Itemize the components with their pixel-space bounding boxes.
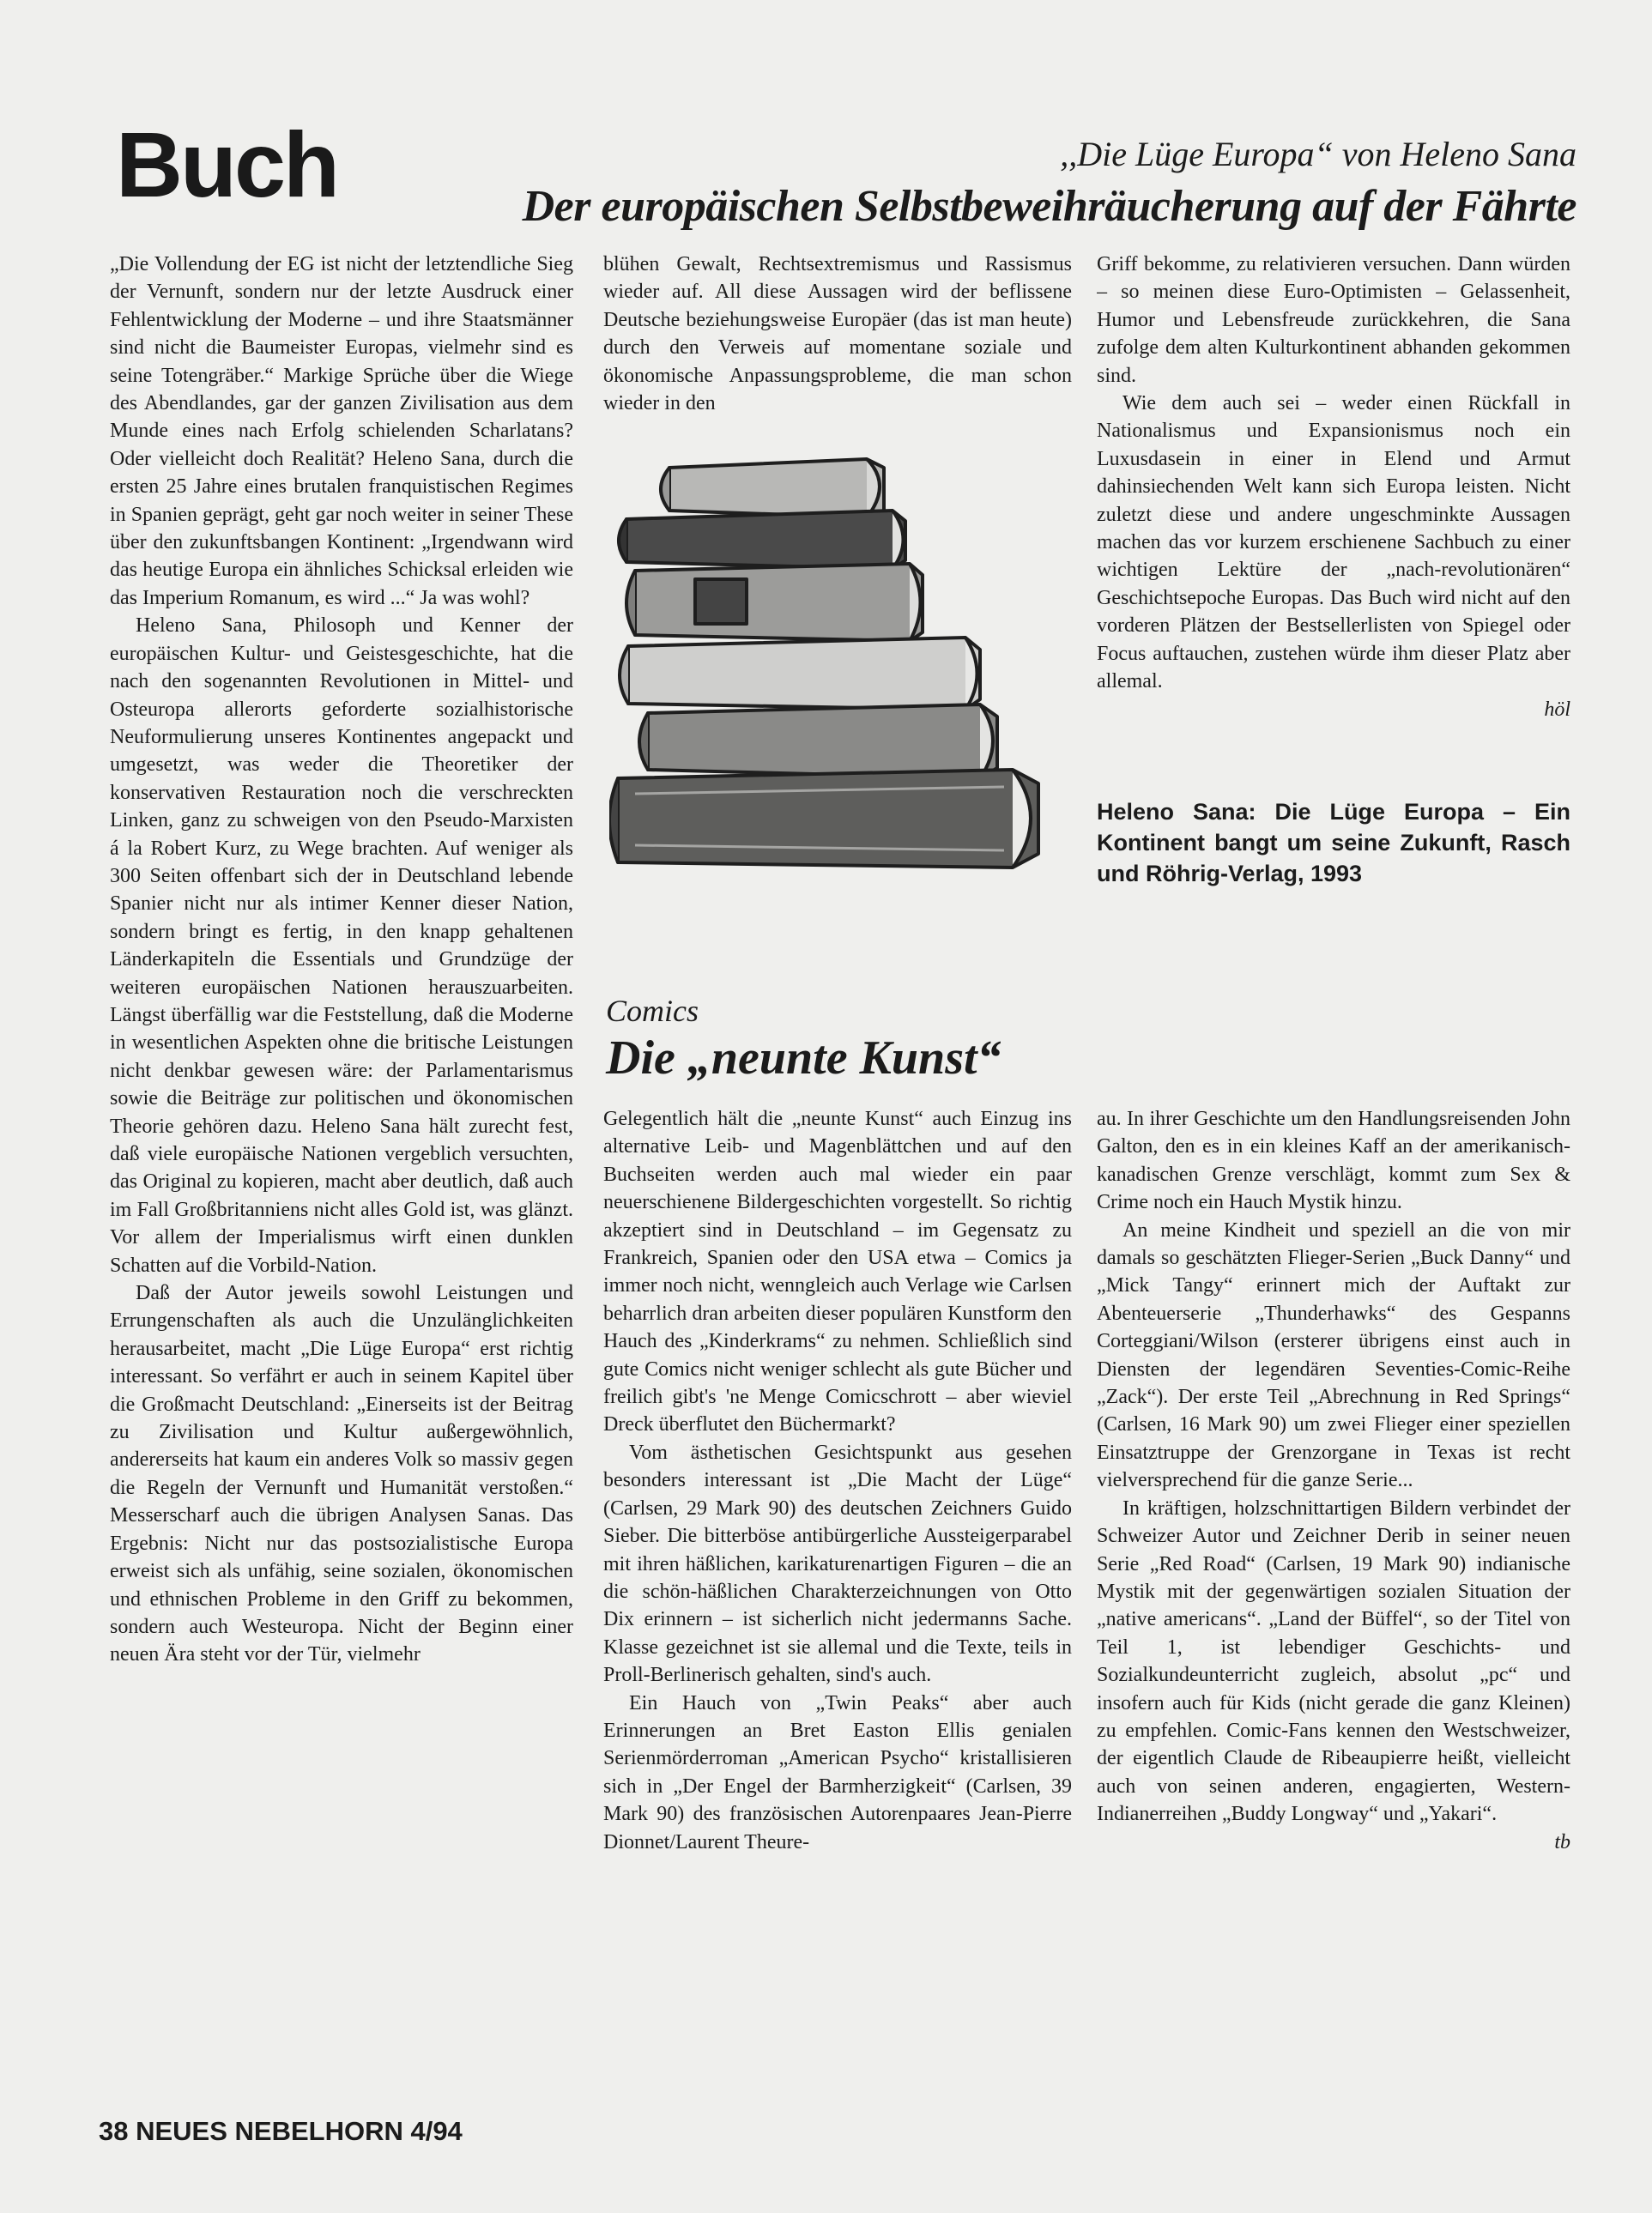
section-label: Buch (116, 112, 337, 216)
author-signature: tb (1554, 1830, 1570, 1853)
paragraph: „Die Vollendung der EG ist nicht der letztendliche Sieg der Vernunft, sondern nur der letzte Ausdruck einer Fehlentwicklung der Moderne – und ihre Staatsmänner sind nicht die Baumeister Europas, vielmehr sind es seine Totengräber.“ Markige Sprüche über die Wiege des Abendlandes, gar der ganzen Zivilisation aus dem Munde eines nach Erfolg schielenden Scharlatans? Oder vielleicht doch Realität? Heleno Sana, durch die ersten 25 Jahre eines brutalen franquistischen Regimes in Spanien geprägt, geht gar noch weiter in seiner These über den zukunftsbangen Kontinent: „Irgendwann wird das heutige Europa ein ähnliches Schicksal erleiden wie das Imperium Romanum, es wird ...“ Ja was wohl? (110, 253, 573, 609)
review-column-2 (603, 251, 1072, 439)
paragraph: Heleno Sana, Philosoph und Kenner der europäischen Kultur- und Geistesgeschichte, hat die nach den sogenannten Revolutionen in Mittel- und Osteuropa allerorts geforderte sozialhistorische Neuformulierung unseres Kontinentes angepackt und umgesetzt, was weder die Theoretiker der konservativen Restauration noch die verschreckten Linken, ganz zu schweigen von den Pseudo-Marxisten á la Robert Kurz, zu Wege brachten. Auf weniger als 300 Seiten offenbart sich der in Deutschland lebende Spanier nicht nur als intimer Kenner dieser Nation, sondern bringt es fertig, in den knapp gehaltenen Länderkapiteln die Essentials und Grundzüge der weiteren europäischen Nationen herauszuarbeiten. Längst überfällig war die Feststellung, daß die Moderne in wesentlichen Aspekten ohne die britische Leistungen nicht denkbar gewesen wäre: der Parlamentarismus sowie die Beiträge zur politischen und ökonomischen Theorie gehören dazu. Heleno Sana hält zurecht fest, daß viele europäische Nationen vergeblich versuchten, das Original zu kopieren, macht aber deutlich, daß auch im Fall Großbritanniens nicht alles Gold ist, was glänzt. Vor allem der Imperialismus wirft einen dunklen Schatten auf die Vorbild-Nation. (110, 614, 573, 1277)
comics-column-2 (1097, 1105, 1570, 2058)
paragraph: Wie dem auch sei – weder einen Rückfall in Nationalismus und Expansionismus noch ein Luxusdasein in einer in Elend und Armut dahinsiechenden Welt kann sich Europa leisten. Nicht zuletzt diese und andere ungeschminkte Aussagen machen das vor kurzem erschienene Sachbuch zu einer wichtigen Lektüre der „nach-revolutionären“ Geschichtsepoche Europas. Das Buch wird nicht auf den vorderen Plätzen der Bestsellerlisten von Spiegel oder Focus auftauchen, zustehen würde ihm dieser Platz aber allemal. (1097, 392, 1570, 693)
page-footer: 38 NEUES NEBELHORN 4/94 (99, 2116, 463, 2146)
comics-headline: Die „neunte Kunst“ (606, 1031, 1001, 1085)
paragraph: blühen Gewalt, Rechtsextremismus und Rassismus wieder auf. All diese Aussagen wird der beflissene Deutsche beziehungsweise Europäer (das ist man heute) durch den Verweis auf momentane soziale und ökonomische Anpassungsprobleme, die man schon wieder in den (603, 253, 1072, 415)
review-headline: Der europäischen Selbstbeweihräucherung auf der Fährte (522, 182, 1576, 231)
review-column-3 (1097, 251, 1570, 789)
review-column-1 (110, 251, 573, 2048)
paragraph: Daß der Autor jeweils sowohl Leistungen und Errungenschaften als auch die Unzulänglichkeiten herausarbeitet, macht „Die Lüge Europa“ erst richtig interessant. So verfährt er auch in seinem Kapitel über die Großmacht Deutschland: „Einerseits ist der Beitrag zu Zivilisation und Kultur außergewöhnlich, andererseits hat kaum ein anderes Volk so massiv gegen die Regeln der Vernunft und Humanität verstoßen.“ Messerscharf auch die übrigen Analysen Sanas. Das Ergebnis: Nicht nur das postsozialistische Europa erweist sich als unfähig, seine sozialen, ökonomischen und ethnischen Probleme in den Griff zu bekommen, sondern auch Westeuropa. Nicht der Beginn einer neuen Ära steht vor der Tür, vielmehr (110, 1282, 573, 1666)
paragraph: An meine Kindheit und speziell an die von mir damals so geschätzten Flieger-Serien „Buck Danny“ und „Mick Tangy“ erinnert mich der Auftakt zur Abenteuerserie „Thunderhawks“ des Gespanns Corteggiani/Wilson (ersterer übrigens einst auch in Diensten der legendären Seventies-Comic-Reihe „Zack“). Der erste Teil „Abrechnung in Red Springs“ (Carlsen, 16 Mark 90) um zwei Flieger einer speziellen Einsatztruppe der Grenzorgane in Texas ist recht vielversprechend für die ganze Serie... (1097, 1218, 1570, 1492)
comics-kicker: Comics (606, 994, 699, 1028)
paragraph: Gelegentlich hält die „neunte Kunst“ auch Einzug ins alternative Leib- und Magenblättchen und auf den Buchseiten werden auch mal wieder ein paar neuerschienene Bildergeschichten vorgestellt. So richtig akzeptiert sind in Deutschland – im Gegensatz zu Frankreich, Spanien oder den USA etwa – Comics ja immer noch nicht, wenngleich auch Verlage wie Carlsen beharrlich dran arbeiten dieser populären Kunstform den Hauch des „Kinderkrams“ zu nehmen. Schließlich sind gute Comics nicht weniger schlecht als gute Bücher und freilich gibt's 'ne Menge Comicschrott – aber wieviel Dreck überflutet den Büchermarkt? (603, 1108, 1072, 1436)
paragraph: Griff bekomme, zu relativieren versuchen. Dann würden – so meinen diese Euro-Optimisten – Gelassenheit, Humor und Lebensfreude zurückkehren, die Sana zufolge dem alten Kulturkontinent abhanden gekommen sind. (1097, 253, 1570, 387)
book-credit: Heleno Sana: Die Lüge Europa – Ein Kontinent bangt um seine Zukunft, Rasch und Röhrig-Verlag, 1993 (1097, 799, 1570, 886)
paragraph: Vom ästhetischen Gesichtspunkt aus gesehen besonders interessant ist „Die Macht der Lüge“ (Carlsen, 29 Mark 90) des deutschen Zeichners Guido Sieber. Die bitterböse antibürgerliche Aussteigerparabel mit ihren häßlichen, karikaturenartigen Figuren – die an die schön-häßlichen Charakterzeichnungen von Otto Dix erinnern – ist sicherlich nicht jedermanns Sache. Klasse gezeichnet ist sie allemal und die Texte, teils in Proll-Berlinerisch gehalten, sind's auch. (603, 1441, 1072, 1687)
book-stack-illustration (609, 450, 1073, 897)
paragraph: au. In ihrer Geschichte um den Handlungsreisenden John Galton, den es in ein kleines Kaff an der amerikanisch-kanadischen Grenze verschlägt, kommt zum Sex & Crime noch ein Hauch Mystik hinzu. (1097, 1108, 1570, 1214)
paragraph: In kräftigen, holzschnittartigen Bildern verbindet der Schweizer Autor und Zeichner Derib in seiner neuen Serie „Red Road“ (Carlsen, 19 Mark 90) indianische Mystik mit der gegenwärtigen sozialen Situation der „native americans“. „Land der Büffel“, so der Titel von Teil 1, ist lebendiger Geschichts- und Sozialkundeunterricht zugleich, absolut „pc“ und insofern auch für Kids (nicht gerade die ganz Kleinen) zu empfehlen. Comic-Fans kennen den Westschweizer, der eigentlich Claude de Ribeaupierre heißt, vielleicht auch von seinen anderen, engagierten, Western-Indianerreihen „Buddy Longway“ und „Yakari“. (1097, 1496, 1570, 1826)
paragraph: Ein Hauch von „Twin Peaks“ aber auch Erinnerungen an Bret Easton Ellis genialen Serienmörderroman „American Psycho“ kristallisieren sich in „Der Engel der Barmherzigkeit“ (Carlsen, 39 Mark 90) des französischen Autorenpaares Jean-Pierre Dionnet/Laurent Theure- (603, 1691, 1072, 1853)
review-kicker: ,,Die Lüge Europa“ von Heleno Sana (1060, 135, 1576, 173)
comics-column-1 (603, 1105, 1072, 2049)
author-signature: höl (1544, 698, 1570, 721)
